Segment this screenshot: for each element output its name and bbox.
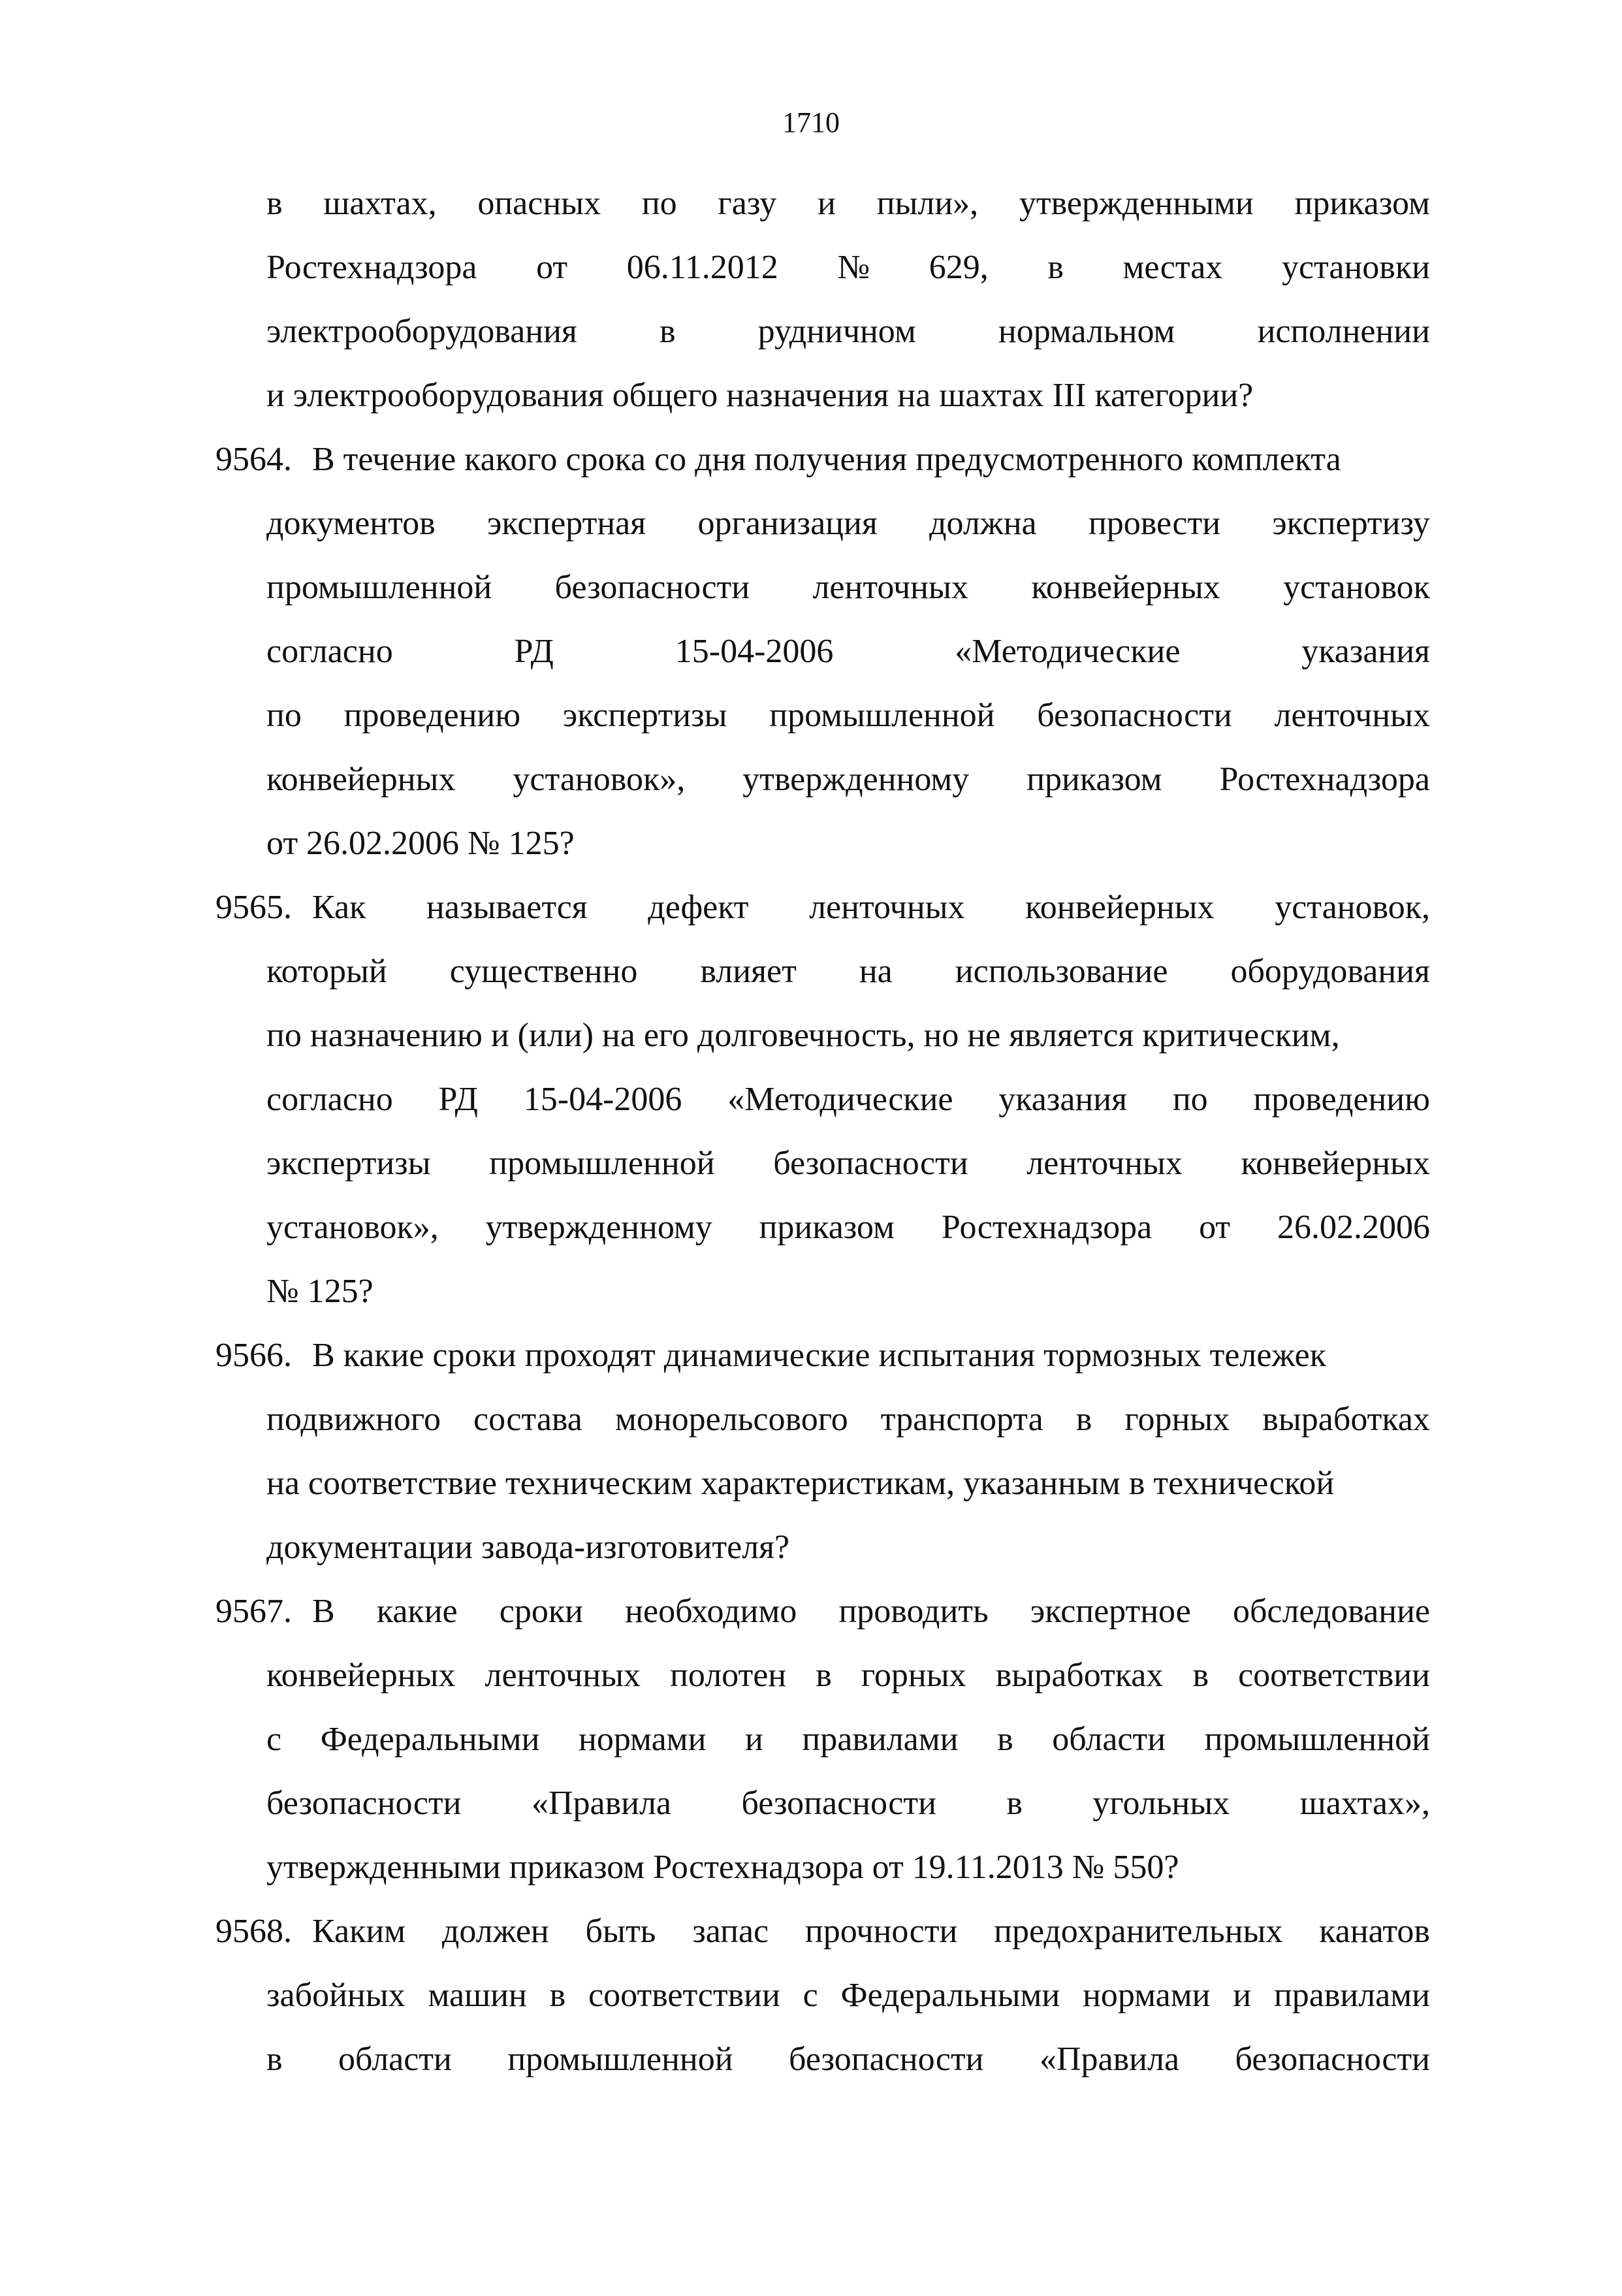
word: 629, — [929, 249, 989, 286]
word: ленточных — [1274, 697, 1430, 734]
word: горных — [1124, 1401, 1230, 1438]
text-line — [215, 1260, 1430, 1324]
question-number: 9568. — [215, 1913, 292, 1950]
word: влияет — [700, 953, 797, 990]
word: использование — [955, 953, 1168, 990]
word: области — [1052, 1721, 1166, 1758]
word: в — [1075, 1401, 1092, 1438]
word: экспертизы — [266, 1145, 431, 1182]
word: в — [266, 2041, 283, 2078]
word: в — [1006, 1785, 1023, 1822]
line-text: В течение какого срока со дня получения предусмотренного комплекта — [312, 441, 1341, 478]
word: соответствии — [1238, 1657, 1430, 1694]
word: установок», — [513, 761, 686, 798]
word: утвержденными — [1019, 185, 1254, 222]
text-line — [215, 1836, 1430, 1900]
word: Ростехнадзора — [941, 1209, 1153, 1246]
word: РД — [514, 633, 554, 670]
word: монорельсового — [614, 1401, 848, 1438]
text-line — [215, 300, 1430, 364]
word: от — [536, 249, 568, 286]
word: согласно — [266, 1081, 393, 1118]
word: 15-04-2006 — [523, 1081, 682, 1118]
line-text: документации завода-изготовителя? — [266, 1529, 790, 1566]
question-number: 9565. — [215, 889, 292, 926]
word: транспорта — [880, 1401, 1043, 1438]
word: местах — [1122, 249, 1223, 286]
word: в — [266, 185, 283, 222]
text-line — [215, 620, 1430, 684]
word: № — [837, 249, 870, 286]
word: электрооборудования — [266, 313, 577, 350]
word: конвейерных — [1025, 889, 1215, 926]
text-line — [215, 492, 1430, 556]
word: обследование — [1232, 1593, 1430, 1630]
word: проводить — [838, 1593, 989, 1630]
text-line — [215, 940, 1430, 1004]
word: конвейерных — [1031, 569, 1220, 606]
word: установок», — [266, 1209, 439, 1246]
word: в — [549, 1977, 566, 2014]
word: с — [266, 1721, 282, 1758]
word: опасных — [477, 185, 601, 222]
word: пыли», — [876, 185, 979, 222]
text-line — [215, 364, 1430, 428]
word: в — [1192, 1657, 1209, 1694]
word: на — [859, 953, 893, 990]
word: Ростехнадзора — [1219, 761, 1430, 798]
word: состава — [473, 1401, 582, 1438]
word: должна — [929, 505, 1037, 542]
line-text: № 125? — [266, 1273, 374, 1310]
word: Федеральными — [320, 1721, 540, 1758]
word: ленточных — [1026, 1145, 1183, 1182]
question-first-line — [215, 876, 1430, 940]
text-line — [215, 172, 1430, 236]
word: шахтах», — [1299, 1785, 1430, 1822]
text-line — [215, 1132, 1430, 1196]
line-text: от 26.02.2006 № 125? — [266, 825, 575, 862]
word: промышленной — [266, 569, 492, 606]
word: безопасности — [554, 569, 750, 606]
word: и — [818, 185, 836, 222]
word: Федеральными — [840, 1977, 1060, 2014]
question-first-line — [215, 428, 1430, 492]
word: полотен — [670, 1657, 787, 1694]
word: Каким — [312, 1913, 406, 1950]
question-number: 9567. — [215, 1593, 292, 1630]
word: промышленной — [1204, 1721, 1430, 1758]
text-line — [215, 684, 1430, 748]
word: который — [266, 953, 387, 990]
word: правилами — [802, 1721, 959, 1758]
word: в — [816, 1657, 832, 1694]
question-item — [215, 876, 1430, 1324]
text-line — [215, 1772, 1430, 1836]
question-number: 9566. — [215, 1337, 292, 1374]
word: экспертизу — [1272, 505, 1430, 542]
word: 26.02.2006 — [1277, 1209, 1430, 1246]
word: в — [1047, 249, 1064, 286]
word: согласно — [266, 633, 393, 670]
word: указания — [1301, 633, 1430, 670]
word: должен — [441, 1913, 549, 1950]
line-text: В какие сроки проходят динамические испытания тормозных тележек — [312, 1337, 1327, 1374]
question-first-line — [215, 1580, 1430, 1644]
document-body — [215, 172, 1430, 2092]
word: нормами — [579, 1721, 707, 1758]
word: безопасности — [789, 2041, 984, 2078]
word: «Методические — [955, 633, 1181, 670]
word: конвейерных — [266, 761, 456, 798]
text-line — [215, 1644, 1430, 1708]
text-line — [215, 1004, 1430, 1068]
word: горных — [861, 1657, 966, 1694]
word: «Правила — [1039, 2041, 1180, 2078]
text-line — [215, 1068, 1430, 1132]
question-item — [215, 1324, 1430, 1580]
word: оборудования — [1230, 953, 1430, 990]
line-text: утвержденными приказом Ростехнадзора от 19.11.2013 № 550? — [266, 1849, 1179, 1886]
word: документов — [266, 505, 436, 542]
word: приказом — [1026, 761, 1162, 798]
word: нормальном — [998, 313, 1175, 350]
text-line — [215, 1516, 1430, 1580]
question-first-line — [215, 1900, 1430, 1964]
word: промышленной — [769, 697, 995, 734]
question-number: 9564. — [215, 441, 292, 478]
text-line — [215, 236, 1430, 300]
word: области — [338, 2041, 452, 2078]
line-text: на соответствие техническим характеристикам, указанным в технической — [266, 1465, 1335, 1502]
line-text: и электрооборудования общего назначения на шахтах III категории? — [266, 377, 1254, 414]
word: в — [659, 313, 676, 350]
word: и — [1233, 1977, 1252, 2014]
continuation-paragraph — [215, 172, 1430, 428]
word: безопасности — [266, 1785, 462, 1822]
word: установок — [1283, 569, 1430, 606]
word: 06.11.2012 — [626, 249, 778, 286]
word: Как — [312, 889, 366, 926]
word: утвержденному — [742, 761, 970, 798]
word: называется — [426, 889, 588, 926]
word: и — [745, 1721, 763, 1758]
text-line — [215, 556, 1430, 620]
word: газу — [718, 185, 777, 222]
word: конвейерных — [1241, 1145, 1430, 1182]
word: промышленной — [489, 1145, 715, 1182]
word: от — [1199, 1209, 1231, 1246]
word: установки — [1281, 249, 1430, 286]
word: сроки — [499, 1593, 583, 1630]
word: дефект — [648, 889, 749, 926]
word: ленточных — [812, 569, 968, 606]
text-line — [215, 1708, 1430, 1772]
word: установок, — [1275, 889, 1430, 926]
word: необходимо — [625, 1593, 797, 1630]
word: Ростехнадзора — [266, 249, 477, 286]
word: нормами — [1083, 1977, 1211, 2014]
word: организация — [697, 505, 878, 542]
word: ленточных — [809, 889, 965, 926]
word: канатов — [1319, 1913, 1430, 1950]
word: рудничном — [757, 313, 916, 350]
word: указания — [998, 1081, 1128, 1118]
word: машин — [428, 1977, 527, 2014]
word: безопасности — [1037, 697, 1232, 734]
page-number: 1710 — [782, 106, 840, 138]
word: выработках — [995, 1657, 1164, 1694]
word: 15-04-2006 — [675, 633, 834, 670]
word: какие — [376, 1593, 458, 1630]
word: соответствии — [588, 1977, 780, 2014]
word: предохранительных — [994, 1913, 1283, 1950]
word: существенно — [449, 953, 638, 990]
word: экспертизы — [562, 697, 727, 734]
word: правилами — [1273, 1977, 1430, 2014]
word: проведению — [1253, 1081, 1430, 1118]
word: «Правила — [531, 1785, 671, 1822]
word: запас — [692, 1913, 769, 1950]
question-item — [215, 1580, 1430, 1900]
word: забойных — [266, 1977, 406, 2014]
word: исполнении — [1257, 313, 1430, 350]
word: экспертная — [487, 505, 646, 542]
word: прочности — [804, 1913, 958, 1950]
text-line — [215, 1196, 1430, 1260]
text-line — [215, 1452, 1430, 1516]
word: с — [803, 1977, 818, 2014]
word: «Методические — [727, 1081, 953, 1118]
word: выработках — [1262, 1401, 1430, 1438]
word: В — [312, 1593, 335, 1630]
word: по — [266, 697, 302, 734]
word: проведению — [343, 697, 521, 734]
text-line — [215, 1388, 1430, 1452]
word: конвейерных — [266, 1657, 456, 1694]
word: безопасности — [773, 1145, 968, 1182]
question-item — [215, 1900, 1430, 2092]
word: провести — [1088, 505, 1221, 542]
word: подвижного — [266, 1401, 441, 1438]
word: угольных — [1092, 1785, 1230, 1822]
word: по — [641, 185, 677, 222]
text-line — [215, 748, 1430, 812]
word: экспертное — [1030, 1593, 1191, 1630]
word: быть — [585, 1913, 656, 1950]
word: безопасности — [1235, 2041, 1430, 2078]
word: по — [1172, 1081, 1208, 1118]
word: приказом — [1294, 185, 1430, 222]
word: РД — [438, 1081, 478, 1118]
word: шахтах, — [323, 185, 437, 222]
word: утвержденному — [485, 1209, 712, 1246]
word: в — [997, 1721, 1013, 1758]
text-line — [215, 812, 1430, 876]
line-text: по назначению и (или) на его долговечность, но не является критическим, — [266, 1017, 1340, 1054]
question-first-line — [215, 1324, 1430, 1388]
question-item — [215, 428, 1430, 876]
word: приказом — [759, 1209, 895, 1246]
text-line — [215, 2028, 1430, 2092]
word: ленточных — [485, 1657, 641, 1694]
text-line — [215, 1964, 1430, 2028]
word: промышленной — [507, 2041, 733, 2078]
word: безопасности — [741, 1785, 936, 1822]
